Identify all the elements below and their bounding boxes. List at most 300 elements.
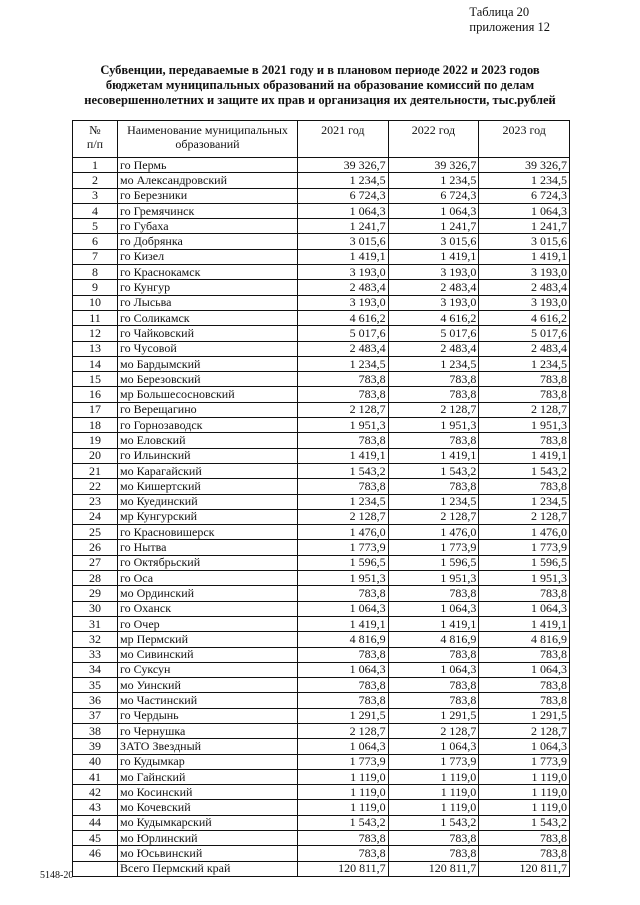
row-number: 14 xyxy=(73,356,118,371)
row-number: 26 xyxy=(73,540,118,555)
row-municipality-name: го Верещагино xyxy=(118,402,298,417)
column-header-number xyxy=(73,121,118,158)
row-municipality-name: мо Карагайский xyxy=(118,463,298,478)
table-row xyxy=(73,356,570,371)
row-value-2021: 783,8 xyxy=(298,586,389,601)
row-value-2023: 1 773,9 xyxy=(479,540,570,555)
row-value-2021: 39 326,7 xyxy=(298,158,389,173)
row-value-2021: 1 119,0 xyxy=(298,769,389,784)
row-value-2022: 783,8 xyxy=(388,846,479,861)
row-number: 33 xyxy=(73,647,118,662)
row-number: 3 xyxy=(73,188,118,203)
row-municipality-name: го Нытва xyxy=(118,540,298,555)
row-value-2021: 783,8 xyxy=(298,678,389,693)
row-number: 31 xyxy=(73,616,118,631)
row-value-2021: 4 816,9 xyxy=(298,632,389,647)
row-value-2023: 1 419,1 xyxy=(479,448,570,463)
row-value-2022: 3 193,0 xyxy=(388,265,479,280)
table-row xyxy=(73,632,570,647)
row-number: 25 xyxy=(73,525,118,540)
table-row xyxy=(73,800,570,815)
row-value-2022: 783,8 xyxy=(388,831,479,846)
row-value-2022: 4 616,2 xyxy=(388,310,479,325)
row-number: 5 xyxy=(73,219,118,234)
row-value-2022: 1 951,3 xyxy=(388,571,479,586)
table-row xyxy=(73,831,570,846)
row-number: 32 xyxy=(73,632,118,647)
column-header-2021: 2021 год xyxy=(298,121,389,158)
row-value-2022: 1 234,5 xyxy=(388,356,479,371)
row-municipality-name: мо Гайнский xyxy=(118,769,298,784)
row-value-2021: 1 119,0 xyxy=(298,800,389,815)
row-number: 29 xyxy=(73,586,118,601)
row-value-2023: 1 951,3 xyxy=(479,571,570,586)
row-value-2022: 2 128,7 xyxy=(388,402,479,417)
table-row xyxy=(73,769,570,784)
row-municipality-name: го Чайковский xyxy=(118,326,298,341)
row-value-2023: 1 064,3 xyxy=(479,203,570,218)
row-number: 21 xyxy=(73,463,118,478)
row-value-2021: 2 483,4 xyxy=(298,280,389,295)
row-municipality-name: го Добрянка xyxy=(118,234,298,249)
table-total-row xyxy=(73,861,570,876)
row-number: 46 xyxy=(73,846,118,861)
row-number: 1 xyxy=(73,158,118,173)
row-value-2021: 4 616,2 xyxy=(298,310,389,325)
row-municipality-name: го Красновишерск xyxy=(118,525,298,540)
table-row xyxy=(73,326,570,341)
row-number: 17 xyxy=(73,402,118,417)
table-row xyxy=(73,555,570,570)
row-municipality-name: мо Юсьвинский xyxy=(118,846,298,861)
column-header-name-line1: Наименование муниципальных xyxy=(127,123,288,137)
row-value-2023: 1 291,5 xyxy=(479,708,570,723)
table-row xyxy=(73,448,570,463)
row-number: 9 xyxy=(73,280,118,295)
table-row xyxy=(73,616,570,631)
row-value-2021: 120 811,7 xyxy=(298,861,389,876)
table-row xyxy=(73,372,570,387)
row-value-2022: 783,8 xyxy=(388,678,479,693)
row-number: 10 xyxy=(73,295,118,310)
row-value-2023: 1 543,2 xyxy=(479,463,570,478)
row-municipality-name: мо Кочевский xyxy=(118,800,298,815)
row-value-2021: 1 234,5 xyxy=(298,494,389,509)
row-municipality-name: мо Косинский xyxy=(118,785,298,800)
row-value-2021: 1 419,1 xyxy=(298,249,389,264)
column-header-2022: 2022 год xyxy=(388,121,479,158)
row-municipality-name: Всего Пермский край xyxy=(118,861,298,876)
row-value-2021: 1 064,3 xyxy=(298,662,389,677)
row-number: 40 xyxy=(73,754,118,769)
document-code: 5148-20 xyxy=(40,870,74,881)
row-value-2021: 1 234,5 xyxy=(298,356,389,371)
row-municipality-name: го Оханск xyxy=(118,601,298,616)
subsidy-table xyxy=(72,120,570,877)
row-value-2021: 3 193,0 xyxy=(298,265,389,280)
row-value-2023: 1 119,0 xyxy=(479,800,570,815)
column-header-number-line1: № xyxy=(89,123,101,137)
row-municipality-name: го Оса xyxy=(118,571,298,586)
title-line-1: Субвенции, передаваемые в 2021 году и в плановом периоде 2022 и 2023 годов xyxy=(100,63,540,77)
row-number: 22 xyxy=(73,479,118,494)
row-municipality-name: го Чернушка xyxy=(118,723,298,738)
row-value-2022: 1 291,5 xyxy=(388,708,479,723)
row-value-2021: 1 543,2 xyxy=(298,815,389,830)
row-value-2023: 1 234,5 xyxy=(479,494,570,509)
row-value-2022: 783,8 xyxy=(388,433,479,448)
row-value-2021: 1 064,3 xyxy=(298,601,389,616)
row-number: 23 xyxy=(73,494,118,509)
row-value-2023: 783,8 xyxy=(479,387,570,402)
row-number: 35 xyxy=(73,678,118,693)
row-municipality-name: го Пермь xyxy=(118,158,298,173)
row-value-2021: 783,8 xyxy=(298,387,389,402)
table-row xyxy=(73,234,570,249)
row-municipality-name: ЗАТО Звездный xyxy=(118,739,298,754)
row-municipality-name: мо Сивинский xyxy=(118,647,298,662)
row-value-2021: 1 951,3 xyxy=(298,418,389,433)
row-value-2022: 2 483,4 xyxy=(388,341,479,356)
row-value-2023: 120 811,7 xyxy=(479,861,570,876)
row-value-2023: 1 419,1 xyxy=(479,616,570,631)
row-value-2022: 783,8 xyxy=(388,693,479,708)
row-number: 38 xyxy=(73,723,118,738)
row-value-2023: 4 816,9 xyxy=(479,632,570,647)
row-value-2022: 3 015,6 xyxy=(388,234,479,249)
row-number: 13 xyxy=(73,341,118,356)
table-row xyxy=(73,341,570,356)
row-number: 42 xyxy=(73,785,118,800)
table-header xyxy=(73,121,570,158)
row-value-2023: 3 193,0 xyxy=(479,295,570,310)
row-municipality-name: го Кизел xyxy=(118,249,298,264)
row-value-2022: 4 816,9 xyxy=(388,632,479,647)
row-value-2023: 39 326,7 xyxy=(479,158,570,173)
row-value-2022: 1 119,0 xyxy=(388,769,479,784)
row-value-2021: 1 543,2 xyxy=(298,463,389,478)
row-value-2022: 783,8 xyxy=(388,586,479,601)
row-value-2022: 2 483,4 xyxy=(388,280,479,295)
row-value-2023: 2 128,7 xyxy=(479,509,570,524)
row-municipality-name: мр Пермский xyxy=(118,632,298,647)
row-value-2022: 6 724,3 xyxy=(388,188,479,203)
table-row xyxy=(73,249,570,264)
row-value-2022: 120 811,7 xyxy=(388,861,479,876)
table-row xyxy=(73,158,570,173)
row-number: 8 xyxy=(73,265,118,280)
row-value-2022: 1 064,3 xyxy=(388,739,479,754)
row-value-2021: 1 419,1 xyxy=(298,448,389,463)
row-value-2021: 1 241,7 xyxy=(298,219,389,234)
row-value-2021: 783,8 xyxy=(298,647,389,662)
row-number: 44 xyxy=(73,815,118,830)
row-value-2022: 1 773,9 xyxy=(388,540,479,555)
row-number xyxy=(73,861,118,876)
row-value-2021: 783,8 xyxy=(298,372,389,387)
row-value-2023: 783,8 xyxy=(479,372,570,387)
row-value-2022: 1 951,3 xyxy=(388,418,479,433)
row-value-2023: 6 724,3 xyxy=(479,188,570,203)
row-value-2021: 1 064,3 xyxy=(298,739,389,754)
table-row xyxy=(73,310,570,325)
row-number: 20 xyxy=(73,448,118,463)
header-row xyxy=(73,121,570,158)
table-row xyxy=(73,815,570,830)
row-value-2023: 783,8 xyxy=(479,846,570,861)
row-municipality-name: мо Уинский xyxy=(118,678,298,693)
table-row xyxy=(73,295,570,310)
row-value-2022: 1 234,5 xyxy=(388,494,479,509)
row-municipality-name: го Октябрьский xyxy=(118,555,298,570)
row-municipality-name: мр Кунгурский xyxy=(118,509,298,524)
table-row xyxy=(73,739,570,754)
row-municipality-name: мо Ординский xyxy=(118,586,298,601)
row-value-2023: 2 128,7 xyxy=(479,402,570,417)
row-value-2022: 1 543,2 xyxy=(388,815,479,830)
row-value-2023: 2 483,4 xyxy=(479,341,570,356)
table-row xyxy=(73,433,570,448)
table-row xyxy=(73,693,570,708)
row-number: 12 xyxy=(73,326,118,341)
row-value-2023: 1 064,3 xyxy=(479,739,570,754)
row-value-2023: 783,8 xyxy=(479,433,570,448)
row-municipality-name: го Лысьва xyxy=(118,295,298,310)
row-value-2021: 1 596,5 xyxy=(298,555,389,570)
row-number: 39 xyxy=(73,739,118,754)
table-row xyxy=(73,265,570,280)
row-value-2023: 3 015,6 xyxy=(479,234,570,249)
row-value-2021: 5 017,6 xyxy=(298,326,389,341)
row-municipality-name: го Чердынь xyxy=(118,708,298,723)
table-row xyxy=(73,754,570,769)
row-value-2022: 1 419,1 xyxy=(388,249,479,264)
row-value-2022: 1 476,0 xyxy=(388,525,479,540)
row-number: 18 xyxy=(73,418,118,433)
row-number: 11 xyxy=(73,310,118,325)
row-value-2023: 1 773,9 xyxy=(479,754,570,769)
row-value-2021: 3 193,0 xyxy=(298,295,389,310)
row-value-2021: 1 951,3 xyxy=(298,571,389,586)
table-row xyxy=(73,463,570,478)
row-value-2021: 2 128,7 xyxy=(298,509,389,524)
row-value-2022: 783,8 xyxy=(388,647,479,662)
title-line-3: несовершеннолетних и защите их прав и организация их деятельности, тыс.рублей xyxy=(84,93,556,107)
row-municipality-name: го Кунгур xyxy=(118,280,298,295)
row-value-2021: 1 419,1 xyxy=(298,616,389,631)
table-row xyxy=(73,601,570,616)
row-municipality-name: го Очер xyxy=(118,616,298,631)
row-value-2021: 783,8 xyxy=(298,846,389,861)
column-header-number-line2: п/п xyxy=(86,137,104,151)
row-municipality-name: го Кудымкар xyxy=(118,754,298,769)
row-value-2023: 2 483,4 xyxy=(479,280,570,295)
row-value-2021: 783,8 xyxy=(298,479,389,494)
table-row xyxy=(73,494,570,509)
row-value-2022: 1 773,9 xyxy=(388,754,479,769)
row-municipality-name: го Березники xyxy=(118,188,298,203)
row-municipality-name: го Губаха xyxy=(118,219,298,234)
table-row xyxy=(73,586,570,601)
table-row xyxy=(73,785,570,800)
row-value-2021: 3 015,6 xyxy=(298,234,389,249)
row-municipality-name: го Горнозаводск xyxy=(118,418,298,433)
column-header-name-line2: образований xyxy=(175,137,240,151)
row-value-2022: 3 193,0 xyxy=(388,295,479,310)
row-value-2021: 1 234,5 xyxy=(298,173,389,188)
table-row xyxy=(73,708,570,723)
row-municipality-name: мо Частинский xyxy=(118,693,298,708)
row-value-2022: 1 119,0 xyxy=(388,785,479,800)
row-value-2021: 2 128,7 xyxy=(298,402,389,417)
table-body xyxy=(73,158,570,877)
row-value-2022: 2 128,7 xyxy=(388,723,479,738)
table-row xyxy=(73,203,570,218)
appendix-label: приложения 12 xyxy=(469,20,550,34)
table-row xyxy=(73,846,570,861)
row-value-2022: 783,8 xyxy=(388,372,479,387)
row-municipality-name: мр Большесосновский xyxy=(118,387,298,402)
row-value-2023: 783,8 xyxy=(479,479,570,494)
table-row xyxy=(73,402,570,417)
row-value-2023: 3 193,0 xyxy=(479,265,570,280)
document-title xyxy=(82,63,558,108)
row-value-2023: 1 543,2 xyxy=(479,815,570,830)
row-municipality-name: мо Юрлинский xyxy=(118,831,298,846)
row-number: 41 xyxy=(73,769,118,784)
row-number: 7 xyxy=(73,249,118,264)
row-number: 36 xyxy=(73,693,118,708)
table-row xyxy=(73,219,570,234)
row-value-2021: 2 483,4 xyxy=(298,341,389,356)
row-municipality-name: го Ильинский xyxy=(118,448,298,463)
row-value-2023: 783,8 xyxy=(479,831,570,846)
row-number: 30 xyxy=(73,601,118,616)
table-row xyxy=(73,173,570,188)
row-value-2021: 783,8 xyxy=(298,693,389,708)
row-value-2022: 5 017,6 xyxy=(388,326,479,341)
row-municipality-name: мо Еловский xyxy=(118,433,298,448)
table-row xyxy=(73,188,570,203)
row-municipality-name: мо Кудымкарский xyxy=(118,815,298,830)
row-municipality-name: мо Кишертский xyxy=(118,479,298,494)
row-value-2023: 1 119,0 xyxy=(479,785,570,800)
row-value-2021: 1 119,0 xyxy=(298,785,389,800)
row-value-2023: 4 616,2 xyxy=(479,310,570,325)
row-municipality-name: го Гремячинск xyxy=(118,203,298,218)
row-value-2021: 783,8 xyxy=(298,433,389,448)
row-value-2022: 2 128,7 xyxy=(388,509,479,524)
row-value-2022: 1 064,3 xyxy=(388,662,479,677)
row-value-2023: 783,8 xyxy=(479,586,570,601)
row-number: 27 xyxy=(73,555,118,570)
table-row xyxy=(73,571,570,586)
row-number: 43 xyxy=(73,800,118,815)
row-number: 2 xyxy=(73,173,118,188)
row-value-2023: 2 128,7 xyxy=(479,723,570,738)
row-value-2023: 1 419,1 xyxy=(479,249,570,264)
row-value-2023: 783,8 xyxy=(479,678,570,693)
table-row xyxy=(73,678,570,693)
row-value-2023: 1 951,3 xyxy=(479,418,570,433)
row-municipality-name: мо Березовский xyxy=(118,372,298,387)
row-value-2022: 1 064,3 xyxy=(388,203,479,218)
row-value-2022: 1 419,1 xyxy=(388,616,479,631)
row-number: 4 xyxy=(73,203,118,218)
row-value-2023: 1 119,0 xyxy=(479,769,570,784)
row-value-2021: 783,8 xyxy=(298,831,389,846)
row-value-2023: 1 476,0 xyxy=(479,525,570,540)
table-row xyxy=(73,280,570,295)
row-value-2022: 39 326,7 xyxy=(388,158,479,173)
table-row xyxy=(73,418,570,433)
row-municipality-name: го Краснокамск xyxy=(118,265,298,280)
row-municipality-name: мо Куединский xyxy=(118,494,298,509)
row-value-2023: 1 064,3 xyxy=(479,601,570,616)
title-line-2: бюджетам муниципальных образований на образование комиссий по делам xyxy=(105,78,535,92)
row-value-2022: 1 419,1 xyxy=(388,448,479,463)
row-number: 34 xyxy=(73,662,118,677)
table-row xyxy=(73,525,570,540)
row-value-2022: 1 234,5 xyxy=(388,173,479,188)
row-value-2021: 1 773,9 xyxy=(298,754,389,769)
column-header-2023: 2023 год xyxy=(479,121,570,158)
row-number: 45 xyxy=(73,831,118,846)
row-number: 28 xyxy=(73,571,118,586)
row-municipality-name: го Суксун xyxy=(118,662,298,677)
page-header xyxy=(469,5,550,35)
row-value-2022: 783,8 xyxy=(388,387,479,402)
column-header-name xyxy=(118,121,298,158)
row-value-2022: 1 119,0 xyxy=(388,800,479,815)
row-number: 15 xyxy=(73,372,118,387)
row-value-2022: 1 241,7 xyxy=(388,219,479,234)
row-number: 37 xyxy=(73,708,118,723)
row-value-2021: 1 476,0 xyxy=(298,525,389,540)
row-value-2021: 2 128,7 xyxy=(298,723,389,738)
row-municipality-name: мо Бардымский xyxy=(118,356,298,371)
row-value-2021: 6 724,3 xyxy=(298,188,389,203)
row-value-2022: 1 543,2 xyxy=(388,463,479,478)
row-value-2023: 5 017,6 xyxy=(479,326,570,341)
row-value-2021: 1 773,9 xyxy=(298,540,389,555)
table-row xyxy=(73,479,570,494)
row-value-2022: 1 596,5 xyxy=(388,555,479,570)
row-value-2023: 783,8 xyxy=(479,647,570,662)
table-row xyxy=(73,723,570,738)
row-value-2023: 783,8 xyxy=(479,693,570,708)
table-number-label: Таблица 20 xyxy=(469,5,530,19)
row-value-2023: 1 241,7 xyxy=(479,219,570,234)
row-municipality-name: мо Александровский xyxy=(118,173,298,188)
row-municipality-name: го Чусовой xyxy=(118,341,298,356)
table-row xyxy=(73,540,570,555)
row-number: 24 xyxy=(73,509,118,524)
table-row xyxy=(73,509,570,524)
row-value-2021: 1 291,5 xyxy=(298,708,389,723)
table-row xyxy=(73,647,570,662)
table-row xyxy=(73,662,570,677)
row-number: 19 xyxy=(73,433,118,448)
row-number: 6 xyxy=(73,234,118,249)
table-row xyxy=(73,387,570,402)
row-value-2023: 1 234,5 xyxy=(479,173,570,188)
row-value-2021: 1 064,3 xyxy=(298,203,389,218)
row-value-2022: 1 064,3 xyxy=(388,601,479,616)
row-municipality-name: го Соликамск xyxy=(118,310,298,325)
row-number: 16 xyxy=(73,387,118,402)
row-value-2023: 1 596,5 xyxy=(479,555,570,570)
